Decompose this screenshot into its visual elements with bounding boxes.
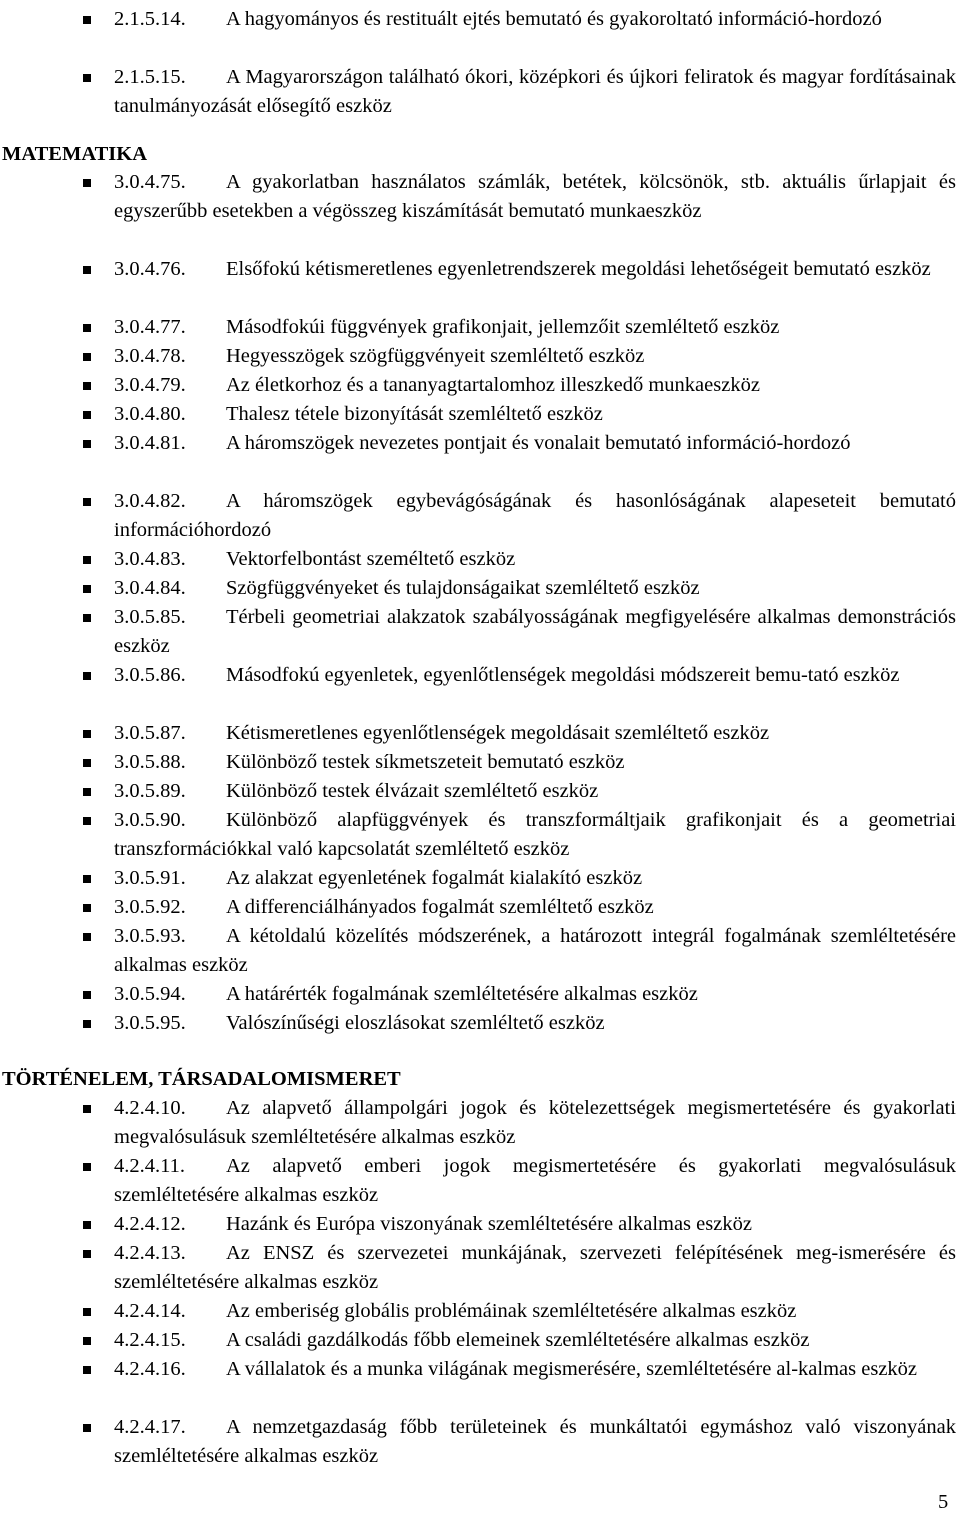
item-number: 3.0.4.81. (114, 432, 186, 454)
square-bullet-icon (83, 904, 91, 912)
item-text: A Magyarországon található ókori, középkori és újkori feliratok és magyar fordításainak tanulmányozását elősegítő eszköz (114, 66, 956, 117)
list-item (114, 1094, 956, 1152)
list-item (114, 429, 956, 458)
item-number: 4.2.4.14. (114, 1300, 186, 1322)
item-number: 4.2.4.10. (114, 1097, 186, 1119)
item-text: Thalesz tétele bizonyítását szemléltető eszköz (226, 403, 603, 425)
item-text: A határérték fogalmának szemléltetésére alkalmas eszköz (226, 983, 698, 1005)
list-item (114, 893, 956, 922)
item-text: Hegyesszögek szögfüggvényeit szemléltető eszköz (226, 345, 645, 367)
square-bullet-icon (83, 1337, 91, 1345)
page-number: 5 (938, 1491, 949, 1513)
item-number: 3.0.4.82. (114, 490, 186, 512)
square-bullet-icon (83, 16, 91, 24)
item-text: A nemzetgazdaság főbb területeinek és munkáltatói egymáshoz való viszonyának szemléltetésére alkalmas eszköz (114, 1416, 956, 1467)
item-number: 2.1.5.14. (114, 8, 186, 30)
square-bullet-icon (83, 382, 91, 390)
square-bullet-icon (83, 353, 91, 361)
square-bullet-icon (83, 266, 91, 274)
item-number: 3.0.5.93. (114, 925, 186, 947)
item-number: 3.0.4.84. (114, 577, 186, 599)
list-item (114, 1297, 956, 1326)
list-item (114, 168, 956, 226)
square-bullet-icon (83, 498, 91, 506)
square-bullet-icon (83, 324, 91, 332)
item-number: 3.0.5.89. (114, 780, 186, 802)
item-text: Különböző testek síkmetszeteit bemutató eszköz (226, 751, 625, 773)
item-text: A háromszögek nevezetes pontjait és vonalait bemutató információ-hordozó (226, 432, 851, 454)
square-bullet-icon (83, 556, 91, 564)
item-text: Vektorfelbontást személtető eszköz (226, 548, 516, 570)
item-text: Valószínűségi eloszlásokat szemléltető eszköz (226, 1012, 605, 1034)
item-text: A hagyományos és restituált ejtés bemutató és gyakoroltató információ-hordozó (226, 8, 882, 30)
list-item (114, 777, 956, 806)
item-text: Az emberiség globális problémáinak szemléltetésére alkalmas eszköz (226, 1300, 797, 1322)
item-text: A vállalatok és a munka világának megismerésére, szemléltetésére al-kalmas eszköz (226, 1358, 918, 1380)
item-number: 4.2.4.16. (114, 1358, 186, 1380)
item-text: A gyakorlatban használatos számlák, betétek, kölcsönök, stb. aktuális űrlapjait és egyszerűbb esetekben a végösszeg kiszámítását bemutató munkaeszköz (114, 171, 956, 222)
item-number: 2.1.5.15. (114, 66, 186, 88)
square-bullet-icon (83, 1105, 91, 1113)
item-number: 3.0.5.85. (114, 606, 186, 628)
item-text: Hazánk és Európa viszonyának szemléltetésére alkalmas eszköz (226, 1213, 752, 1235)
list-item (114, 922, 956, 980)
list-item (114, 487, 956, 545)
list-item (114, 1210, 956, 1239)
section-heading: TÖRTÉNELEM, TÁRSADALOMISMERET (2, 1068, 401, 1090)
square-bullet-icon (83, 614, 91, 622)
item-text: Különböző testek élvázait szemléltető eszköz (226, 780, 599, 802)
square-bullet-icon (83, 817, 91, 825)
list-item (114, 63, 956, 121)
item-text: Különböző alapfüggvények és transzformáltjaik grafikonjait és a geometriai transzformációkkal való kapcsolatát szemléltető eszköz (114, 809, 956, 860)
square-bullet-icon (83, 991, 91, 999)
item-text: A kétoldalú közelítés módszerének, a határozott integrál fogalmának szemléltetésére alkalmas eszköz (114, 925, 956, 976)
square-bullet-icon (83, 1250, 91, 1258)
item-number: 3.0.4.78. (114, 345, 186, 367)
item-text: Az életkorhoz és a tananyagtartalomhoz illeszkedő munkaeszköz (226, 374, 760, 396)
item-number: 3.0.5.87. (114, 722, 186, 744)
item-number: 3.0.5.94. (114, 983, 186, 1005)
item-text: A háromszögek egybevágóságának és hasonlóságának alapeseteit bemutató információhordozó (114, 490, 956, 541)
item-text: Az alapvető állampolgári jogok és kötelezettségek megismertetésére és gyakorlati megvalósulásuk szemléltetésére alkalmas eszköz (114, 1097, 956, 1148)
list-item (114, 1239, 956, 1297)
square-bullet-icon (83, 759, 91, 767)
square-bullet-icon (83, 440, 91, 448)
item-number: 3.0.4.75. (114, 171, 186, 193)
item-number: 3.0.5.95. (114, 1012, 186, 1034)
list-item (114, 1413, 956, 1471)
item-number: 3.0.5.88. (114, 751, 186, 773)
list-item (114, 400, 956, 429)
item-text: A családi gazdálkodás főbb elemeinek szemléltetésére alkalmas eszköz (226, 1329, 810, 1351)
list-item (114, 313, 956, 342)
list-item (114, 603, 956, 661)
list-item (114, 1326, 956, 1355)
square-bullet-icon (83, 179, 91, 187)
list-item (114, 661, 956, 690)
item-number: 3.0.4.77. (114, 316, 186, 338)
item-number: 3.0.4.76. (114, 258, 186, 280)
list-item (114, 255, 956, 284)
item-text: Az alakzat egyenletének fogalmát kialakító eszköz (226, 867, 643, 889)
item-number: 3.0.5.90. (114, 809, 186, 831)
item-text: Szögfüggvényeket és tulajdonságaikat szemléltető eszköz (226, 577, 700, 599)
square-bullet-icon (83, 1308, 91, 1316)
square-bullet-icon (83, 730, 91, 738)
item-number: 4.2.4.13. (114, 1242, 186, 1264)
list-item (114, 1355, 956, 1384)
square-bullet-icon (83, 933, 91, 941)
list-item (114, 748, 956, 777)
list-item (114, 1152, 956, 1210)
item-text: Térbeli geometriai alakzatok szabályosságának megfigyelésére alkalmas demonstrációs eszköz (114, 606, 956, 657)
list-item (114, 371, 956, 400)
square-bullet-icon (83, 585, 91, 593)
item-text: Másodfokúi függvények grafikonjait, jellemzőit szemléltető eszköz (226, 316, 780, 338)
list-item (114, 806, 956, 864)
item-number: 3.0.5.92. (114, 896, 186, 918)
square-bullet-icon (83, 1163, 91, 1171)
list-item (114, 719, 956, 748)
item-number: 3.0.4.83. (114, 548, 186, 570)
item-number: 3.0.5.86. (114, 664, 186, 686)
item-number: 4.2.4.17. (114, 1416, 186, 1438)
item-text: Az alapvető emberi jogok megismertetésére és gyakorlati megvalósulásuk szemléltetésére alkalmas eszköz (114, 1155, 956, 1206)
square-bullet-icon (83, 1424, 91, 1432)
item-text: A differenciálhányados fogalmát szemléltető eszköz (226, 896, 654, 918)
square-bullet-icon (83, 875, 91, 883)
list-item (114, 574, 956, 603)
item-number: 4.2.4.15. (114, 1329, 186, 1351)
item-text: Másodfokú egyenletek, egyenlőtlenségek megoldási módszereit bemu-tató eszköz (226, 664, 900, 686)
item-text: Elsőfokú kétismeretlenes egyenletrendszerek megoldási lehetőségeit bemutató eszköz (226, 258, 931, 280)
square-bullet-icon (83, 672, 91, 680)
section-heading: MATEMATIKA (2, 143, 148, 165)
list-item (114, 5, 956, 34)
square-bullet-icon (83, 1020, 91, 1028)
item-text: Kétismeretlenes egyenlőtlenségek megoldásait szemléltető eszköz (226, 722, 770, 744)
square-bullet-icon (83, 74, 91, 82)
list-item (114, 864, 956, 893)
item-number: 4.2.4.12. (114, 1213, 186, 1235)
item-text: Az ENSZ és szervezetei munkájának, szervezeti felépítésének meg-ismerésére és szemléltetésére alkalmas eszköz (114, 1242, 956, 1293)
list-item (114, 980, 956, 1009)
item-number: 3.0.5.91. (114, 867, 186, 889)
list-item (114, 342, 956, 371)
item-number: 4.2.4.11. (114, 1155, 185, 1177)
square-bullet-icon (83, 1366, 91, 1374)
item-number: 3.0.4.80. (114, 403, 186, 425)
square-bullet-icon (83, 788, 91, 796)
list-item (114, 1009, 956, 1038)
square-bullet-icon (83, 411, 91, 419)
square-bullet-icon (83, 1221, 91, 1229)
list-item (114, 545, 956, 574)
item-number: 3.0.4.79. (114, 374, 186, 396)
